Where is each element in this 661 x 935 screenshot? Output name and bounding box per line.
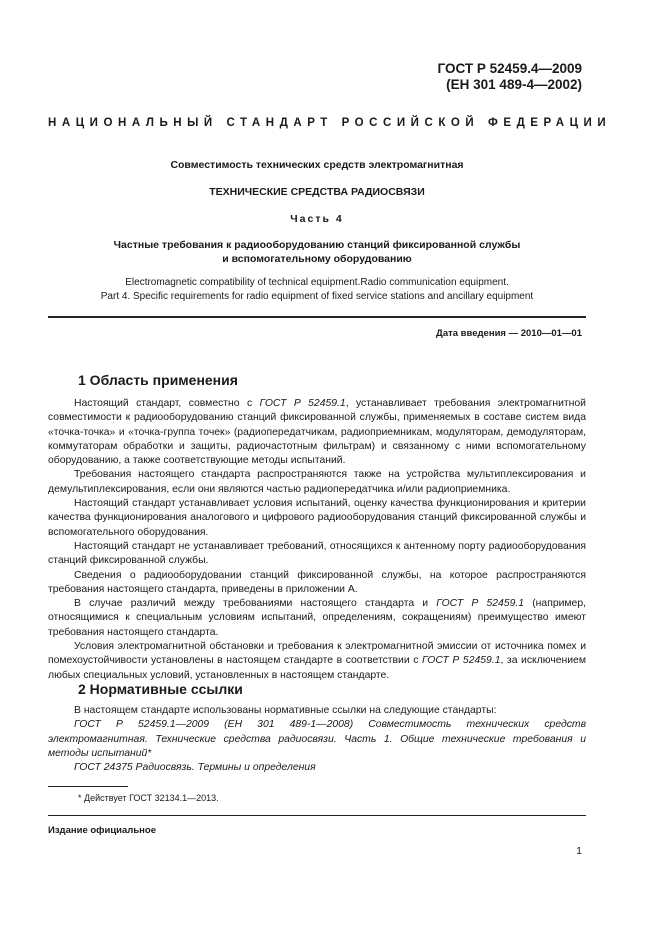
- paragraph: Сведения о радиооборудовании станций фиксированной службы, на которое распространяются требования настоящего стандарта, приведены в приложении А.: [48, 569, 586, 595]
- footer-divider: [48, 815, 586, 816]
- footnote: * Действует ГОСТ 32134.1—2013.: [78, 793, 219, 803]
- paragraph: Требования настоящего стандарта распространяются также на устройства мультиплексирования и демультиплексирования, если они являются частью радиопередатчика и/или радиоприемника.: [48, 469, 586, 495]
- paragraph: В настоящем стандарте использованы нормативные ссылки на следующие стандарты:: [74, 705, 497, 716]
- section-1-body: [48, 397, 586, 683]
- paragraph: [48, 597, 586, 640]
- standard-designation: [438, 61, 582, 93]
- page-number: 1: [576, 845, 582, 857]
- text-run: (например, относящимися к специальным условиям испытаний, определениям, сокращениям) преимущество имеют требования настоящего стандарта.: [48, 598, 586, 638]
- paragraph: Настоящий стандарт устанавливает условия испытаний, оценку качества функционирования и критерии качества функционирования аналогового и цифрового радиооборудования станций фиксированной службы и вспомогательного оборудования.: [48, 498, 586, 538]
- english-title-line1: Electromagnetic compatibility of technical equipment.Radio communication equipment.: [125, 277, 509, 288]
- paragraph: [48, 397, 586, 468]
- introduction-date: Дата введения — 2010—01—01: [436, 328, 582, 339]
- title-divider: [48, 316, 586, 318]
- paragraph: [48, 640, 586, 683]
- subtitle: [48, 238, 586, 266]
- national-standard-banner: НАЦИОНАЛЬНЫЙ СТАНДАРТ РОССИЙСКОЙ ФЕДЕРАЦИИ: [48, 117, 612, 129]
- normative-reference: ГОСТ 24375 Радиосвязь. Термины и определения: [74, 762, 316, 774]
- section-1-heading: 1 Область применения: [78, 372, 238, 388]
- section-2-body: [48, 704, 586, 775]
- text-run: , за исключением любых специальных условий, установленных в настоящем стандарте.: [48, 655, 586, 681]
- footnote-divider: [48, 786, 128, 787]
- standard-reference: ГОСТ Р 52459.1: [436, 598, 525, 610]
- edition-label: Издание официальное: [48, 825, 156, 836]
- title-line2: ТЕХНИЧЕСКИЕ СРЕДСТВА РАДИОСВЯЗИ: [209, 186, 425, 198]
- standard-reference: ГОСТ Р 52459.1: [259, 398, 346, 409]
- section-2-heading: 2 Нормативные ссылки: [78, 681, 243, 697]
- english-title-line2: Part 4. Specific requirements for radio equipment of fixed service stations and ancillary equipment: [100, 291, 534, 302]
- gost-code: ГОСТ Р 52459.4—2009: [437, 61, 582, 76]
- text-run: , устанавливает требования электромагнитной совместимости к радиооборудованию станций фиксированной службы, применяемых в составе систем вида «точка-точка» и «точка-группа точек» (радиопередатчикам, радиоприемникам, модуляторам, демодуляторам, коммутаторам обработки и защиты, радиочастотным фильтрам) и связанному с ними вспомогательному оборудованию, а также соответствующие методы испытаний.: [48, 398, 586, 467]
- text-run: Настоящий стандарт, совместно с: [74, 398, 260, 409]
- text-run: В случае различий между требованиями настоящего стандарта и: [74, 598, 437, 610]
- subtitle-line2: и вспомогательному оборудованию: [222, 253, 412, 265]
- title-part: Часть 4: [290, 213, 344, 225]
- paragraph: Настоящий стандарт не устанавливает требований, относящихся к антенному порту радиооборудования станций фиксированной службы.: [48, 540, 586, 567]
- subtitle-line1: Частные требования к радиооборудованию станций фиксированной службы: [113, 239, 521, 251]
- text-run: Условия электромагнитной обстановки и требования к электромагнитной эмиссии от источника помех и помехоустойчивости установлены в настоящем стандарте в соответствии с: [48, 641, 586, 667]
- en-code: (ЕН 301 489-4—2002): [446, 77, 582, 92]
- title-line1: Совместимость технических средств электромагнитная: [170, 159, 464, 171]
- standard-reference: ГОСТ Р 52459.1: [421, 655, 501, 667]
- english-title: [48, 276, 586, 304]
- normative-reference: ГОСТ Р 52459.1—2009 (ЕН 301 489-1—2008) Совместимость технических средств электромагнитная. Технические средства радиосвязи. Часть 1. Общие технические требования и методы испытаний*: [48, 719, 586, 759]
